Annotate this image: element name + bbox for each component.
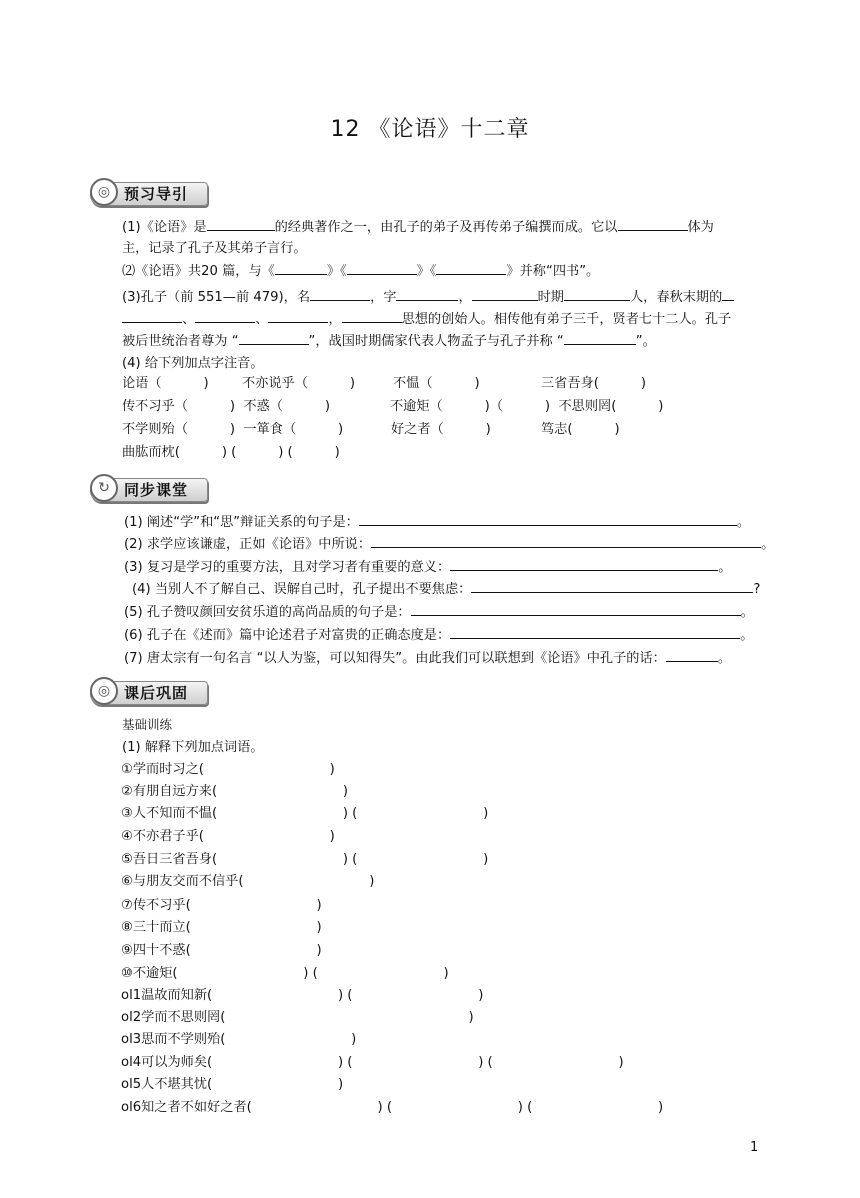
preview-line-3: ⑵《论语》共20 篇，与《 》《 》《 》并称“四书”。 [122, 264, 600, 279]
preview-line-7: (4) 给下列加点字注音。 [122, 356, 264, 371]
pinyin-item: 曲肱而枕( ) ( ) ( ) [122, 445, 340, 460]
pinyin-item: 不亦说乎（ ) [242, 376, 356, 391]
sync-question: (4) 当别人不了解自己、误解自己时，孔子提出不要焦虑： ? [132, 582, 761, 597]
pinyin-item: 三省吾身( ) [541, 376, 646, 391]
vocab-item: ol5人不堪其忧( ) [121, 1077, 344, 1092]
question-heading: (1) 解释下列加点词语。 [122, 740, 264, 755]
sync-question: (2) 求学应该谦虚，正如《论语》中所说： 。 [124, 537, 775, 552]
vocab-item: ol4可以为师矣( ) ( ) ( ) [121, 1055, 624, 1070]
section-banner-preview [90, 178, 206, 208]
target-icon: ◎ [90, 677, 118, 705]
vocab-item: ⑥与朋友交而不信乎( ) [121, 874, 375, 889]
vocab-item: ⑤吾日三省吾身( ) ( ) [121, 852, 489, 867]
page-number: 1 [750, 1140, 759, 1155]
sync-question: (3) 复习是学习的重要方法，且对学习者有重要的意义： 。 [124, 560, 732, 575]
vocab-item: ⑦传不习乎( ) [121, 898, 322, 913]
vocab-item: ③人不知而不愠( ) ( ) [121, 806, 489, 821]
preview-line-6: 被后世统治者尊为 “ ”，战国时期儒家代表人物孟子与孔子并称 “ ”。 [122, 334, 656, 349]
section-title-after: 课后巩固 [124, 684, 189, 702]
preview-line-5: 、 、 ， 思想的创始人。相传他有弟子三千，贤者七十二人。孔子 [122, 310, 731, 329]
vocab-item: ol2学而不思则罔( ) [121, 1010, 474, 1025]
vocab-item: ②有朋自远方来( ) [121, 784, 348, 799]
refresh-icon: ↻ [90, 474, 118, 502]
pinyin-item: 不愠（ ) [393, 376, 480, 391]
vocab-item: ⑧三十而立( ) [121, 920, 322, 935]
vocab-item: ol6知之者不如好之者( ) ( ) ( ) [121, 1100, 664, 1115]
section-title-preview: 预习导引 [124, 185, 189, 203]
sync-question: (7) 唐太宗有一句名言 “以人为鉴，可以知得失”。由此我们可以联想到《论语》中孔子的话： 。 [124, 651, 732, 666]
target-icon: ◎ [90, 178, 118, 206]
page-title: 12 《论语》十二章 [330, 117, 530, 142]
preview-line-2: 主，记录了孔子及其弟子言行。 [122, 241, 307, 256]
vocab-item: ol3思而不学则殆( ) [121, 1032, 357, 1047]
section-banner-after [90, 677, 206, 707]
pinyin-item: 论语（ ) [122, 376, 209, 391]
vocab-item: ⑨四十不惑( ) [121, 943, 322, 958]
preview-line-4: (3)孔子（前 551—前 479)，名 ，字 ， 时期 人，春秋末期的 [122, 288, 734, 307]
section-banner-sync [90, 474, 206, 504]
pinyin-item: 好之者（ ) [391, 422, 491, 437]
vocab-item: ol1温故而知新( ) ( ) [121, 988, 484, 1003]
vocab-item: ①学而时习之( ) [121, 762, 335, 777]
pinyin-item: 不逾矩（ )（ ) 不思则罔( ) [390, 399, 664, 414]
vocab-item: ④不亦君子乎( ) [121, 829, 335, 844]
pinyin-item: 不学则殆（ ) 一箪食（ ) [122, 422, 344, 437]
pinyin-item: 笃志( ) [541, 422, 620, 437]
vocab-item: ⑩不逾矩( ) ( ) [121, 966, 449, 981]
pinyin-item: 传不习乎（ ) 不惑（ ) [122, 399, 331, 414]
sync-question: (5) 孔子赞叹颜回安贫乐道的高尚品质的句子是： 。 [124, 605, 754, 620]
subheading: 基础训练 [122, 717, 173, 732]
preview-line-1: (1)《论语》是 的经典著作之一，由孔子的弟子及再传弟子编撰而成。它以 体为 [122, 220, 714, 235]
sync-question: (6) 孔子在《述而》篇中论述君子对富贵的正确态度是： 。 [124, 628, 754, 643]
section-title-sync: 同步课堂 [124, 481, 189, 499]
sync-question: (1) 阐述“学”和“思”辩证关系的句子是： 。 [124, 515, 751, 530]
